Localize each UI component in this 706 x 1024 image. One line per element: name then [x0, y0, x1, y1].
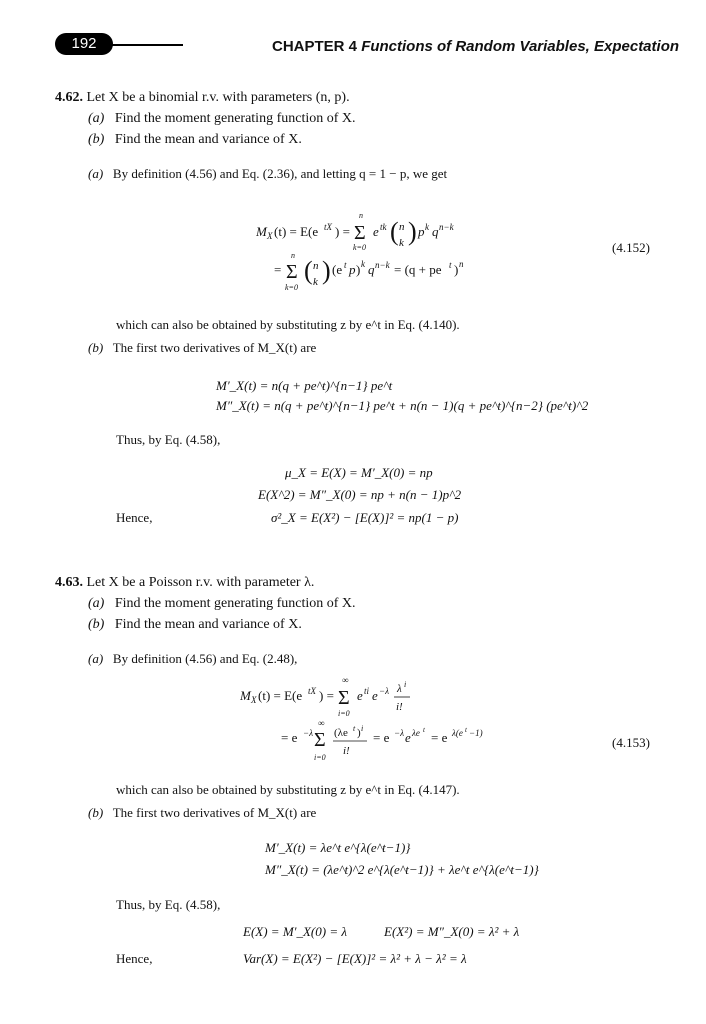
second-moment-equation: E(X²) = M″_X(0) = λ² + λ [384, 924, 520, 939]
svg-text:n: n [399, 221, 405, 233]
problem-4-62-statement [55, 90, 350, 106]
svg-text:q: q [368, 262, 375, 277]
problem-4-63-part-a [88, 596, 356, 612]
svg-text:k: k [313, 276, 318, 288]
svg-text:Σ: Σ [314, 729, 326, 751]
svg-text:ti: ti [364, 686, 370, 696]
svg-text:−λ: −λ [394, 728, 404, 738]
svg-text:(t) = E(e: (t) = E(e [258, 688, 303, 703]
svg-text:=: = [274, 262, 282, 277]
svg-text:p: p [418, 224, 425, 239]
svg-text:i=0: i=0 [338, 709, 350, 718]
svg-text:) =: ) = [319, 688, 334, 703]
solution-a-intro [88, 166, 447, 182]
svg-text:k=0: k=0 [353, 243, 366, 252]
problem-4-63-part-b [88, 617, 302, 633]
svg-text:tX: tX [324, 222, 332, 232]
first-derivative: M′_X(t) = λe^t e^{λ(e^t−1)} [265, 840, 411, 855]
part-label: (a) [88, 651, 104, 666]
svg-text:): ) [454, 262, 459, 277]
equation-number: (4.152) [612, 240, 650, 255]
solution-note: which can also be obtained by substituting z by e^t in Eq. (4.147). [116, 782, 460, 797]
mean-equation: E(X) = M′_X(0) = λ [243, 924, 347, 939]
svg-text:t: t [344, 260, 347, 270]
solution-text: By definition (4.56) and Eq. (2.48), [112, 651, 298, 666]
problem-4-63-statement [55, 575, 314, 591]
svg-text:): ) [357, 727, 361, 739]
hence-text: Hence, [116, 510, 153, 525]
first-derivative: M′_X(t) = n(q + pe^t)^{n−1} pe^t [216, 378, 393, 393]
svg-text:p: p [349, 262, 356, 277]
svg-text:n−k: n−k [375, 260, 390, 270]
svg-text:∞: ∞ [342, 675, 349, 685]
svg-text:i: i [361, 724, 364, 733]
part-label: (a) [88, 111, 105, 126]
svg-text:t: t [465, 726, 467, 734]
part-label: (a) [88, 166, 104, 181]
hence-text: Hence, [116, 951, 153, 966]
svg-text:n: n [291, 251, 295, 260]
svg-text:= e: = e [373, 730, 390, 745]
solution-text: By definition (4.56) and Eq. (2.36), and letting q = 1 − p, we get [112, 166, 448, 181]
problem-statement: Let X be a binomial r.v. with parameters (n, p). [86, 90, 350, 105]
part-text: Find the mean and variance of X. [114, 617, 302, 632]
svg-text:n−k: n−k [439, 222, 454, 232]
part-text: Find the moment generating function of X. [114, 111, 356, 126]
svg-text:t: t [423, 726, 425, 734]
equation-svg [256, 206, 506, 256]
svg-text:λ: λ [397, 683, 402, 695]
part-label: (b) [88, 340, 104, 355]
svg-text:−1): −1) [469, 728, 483, 738]
equation-binomial-mgf-line2 [274, 250, 504, 298]
thus-text: Thus, by Eq. (4.58), [116, 432, 221, 447]
svg-text:Σ: Σ [354, 222, 366, 244]
problem-number: 4.62. [55, 90, 83, 105]
svg-text:): ) [322, 256, 331, 285]
svg-text:e: e [405, 730, 411, 745]
svg-text:= e: = e [431, 730, 448, 745]
problem-number: 4.63. [55, 575, 83, 590]
equation-number: (4.153) [612, 735, 650, 750]
svg-text:(e: (e [332, 262, 343, 277]
svg-text:k: k [399, 237, 404, 249]
svg-text:e: e [357, 688, 363, 703]
svg-text:) =: ) = [335, 224, 350, 239]
svg-text:): ) [356, 262, 361, 277]
part-label: (a) [88, 596, 105, 611]
svg-text:Σ: Σ [286, 261, 298, 283]
problem-4-62-part-a [88, 111, 356, 127]
svg-text:): ) [408, 217, 417, 246]
svg-text:k: k [361, 259, 365, 269]
svg-text:(λe: (λe [334, 727, 348, 739]
svg-text:i!: i! [343, 745, 350, 757]
equation-poisson-mgf-line2 [281, 718, 511, 770]
chapter-label: CHAPTER 4 [272, 38, 358, 55]
variance-equation: Var(X) = E(X²) − [E(X)]² = λ² + λ − λ² = λ [243, 951, 467, 966]
part-text: Find the moment generating function of X. [114, 596, 356, 611]
chapter-title: Functions of Random Variables, Expectation [361, 38, 680, 55]
svg-text:λe: λe [412, 728, 420, 738]
part-label: (b) [88, 132, 105, 147]
svg-text:k=0: k=0 [285, 283, 298, 292]
header-rule [110, 44, 183, 46]
thus-text: Thus, by Eq. (4.58), [116, 897, 221, 912]
second-derivative: M″_X(t) = n(q + pe^t)^{n−1} pe^t + n(n − 1)(q + pe^t)^{n−2} (pe^t)^2 [216, 398, 589, 413]
svg-text:n: n [459, 259, 464, 269]
svg-text:(: ( [390, 217, 399, 246]
svg-text:tX: tX [308, 686, 316, 696]
problem-4-62-part-b [88, 132, 302, 148]
svg-text:M: M [256, 224, 267, 239]
svg-text:Σ: Σ [338, 687, 350, 709]
svg-text:= e: = e [281, 730, 298, 745]
svg-text:−λ: −λ [303, 728, 313, 738]
part-label: (b) [88, 617, 105, 632]
svg-text:−λ: −λ [379, 686, 389, 696]
svg-text:n: n [313, 260, 319, 272]
mean-equation: μ_X = E(X) = M′_X(0) = np [285, 465, 433, 480]
solution-note: which can also be obtained by substituting z by e^t in Eq. (4.140). [116, 317, 460, 332]
variance-equation: σ²_X = E(X²) − [E(X)]² = np(1 − p) [271, 510, 459, 525]
svg-text:X: X [267, 231, 273, 241]
svg-text:= (q + pe: = (q + pe [394, 262, 442, 277]
svg-text:i!: i! [396, 701, 403, 713]
svg-text:tk: tk [380, 222, 387, 232]
svg-text:∞: ∞ [318, 718, 325, 728]
solution-a-intro [88, 651, 297, 667]
equation-svg [281, 718, 511, 766]
page-number: 192 [55, 33, 113, 55]
svg-text:(t) = E(e: (t) = E(e [274, 224, 319, 239]
svg-text:k: k [425, 222, 429, 232]
solution-text: The first two derivatives of M_X(t) are [112, 340, 317, 355]
part-text: Find the mean and variance of X. [114, 132, 302, 147]
svg-text:X: X [251, 695, 257, 705]
svg-text:e: e [373, 224, 379, 239]
svg-text:M: M [240, 688, 251, 703]
equation-svg [240, 674, 460, 724]
solution-b-intro [88, 340, 316, 356]
svg-text:n: n [359, 211, 363, 220]
problem-statement: Let X be a Poisson r.v. with parameter λ. [86, 575, 315, 590]
svg-text:(: ( [304, 256, 313, 285]
svg-text:i: i [404, 680, 407, 689]
solution-b-intro [88, 805, 316, 821]
svg-text:q: q [432, 224, 439, 239]
svg-text:t: t [353, 724, 356, 733]
part-label: (b) [88, 805, 104, 820]
svg-text:t: t [449, 260, 452, 270]
solution-text: The first two derivatives of M_X(t) are [112, 805, 317, 820]
svg-text:λ(e: λ(e [452, 728, 463, 738]
second-moment-equation: E(X^2) = M″_X(0) = np + n(n − 1)p^2 [258, 487, 462, 502]
equation-svg [274, 250, 504, 294]
svg-text:i=0: i=0 [314, 753, 326, 762]
chapter-header [272, 38, 679, 55]
svg-text:e: e [372, 688, 378, 703]
second-derivative: M″_X(t) = (λe^t)^2 e^{λ(e^t−1)} + λe^t e^{λ(e^t−1)} [265, 862, 539, 877]
